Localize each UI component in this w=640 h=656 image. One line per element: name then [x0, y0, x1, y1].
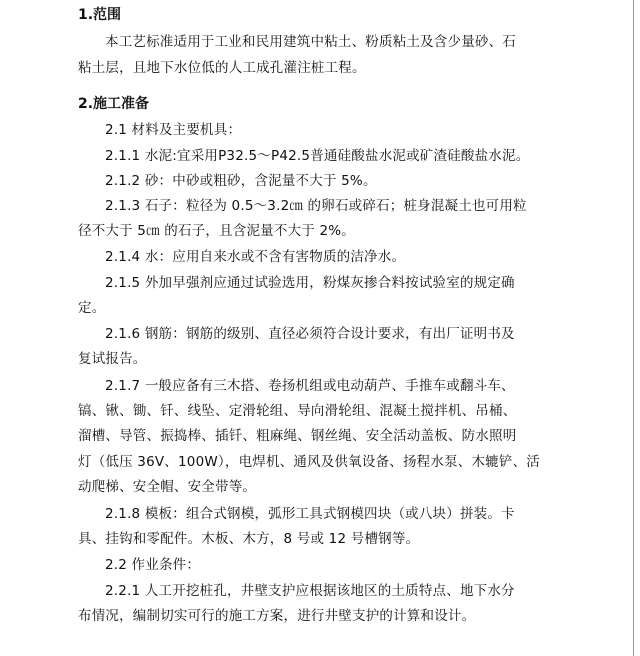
text-line: 2.1.5 外加早强剂应通过试验选用，粉煤灰掺合料按试验室的规定确: [105, 275, 515, 291]
text-line: 动爬梯、安全帽、安全带等。: [78, 479, 257, 495]
text-line: 具、挂钩和零配件。木板、木方，8 号或 12 号槽钢等。: [78, 531, 420, 547]
text-line: 2.1.8 模板：组合式钢模，弧形工具式钢模四块（或八块）拼装。卡: [105, 506, 515, 522]
text-line: 复试报告。: [78, 351, 147, 367]
page-edge-divider: [633, 0, 634, 656]
text-line: 2.1.2 砂：中砂或粗砂，含泥量不大于 5%。: [105, 173, 377, 189]
text-line: 2.1.6 钢筋：钢筋的级别、直径必须符合设计要求，有出厂证明书及: [105, 326, 515, 342]
text-line: 定。: [78, 300, 106, 316]
text-line: 镐、锹、锄、钎、线坠、定滑轮组、导向滑轮组、混凝土搅拌机、吊桶、: [78, 403, 517, 419]
text-line: 2.1.1 水泥:宜采用P32.5～P42.5普通硅酸盐水泥或矿渣硅酸盐水泥。: [105, 148, 530, 164]
text-line: 2.1.3 石子：粒径为 0.5～3.2㎝ 的卵石或碎石；桩身混凝土也可用粒: [105, 198, 527, 214]
text-line: 2.1.4 水：应用自来水或不含有害物质的洁净水。: [105, 249, 406, 265]
text-line: 溜槽、导管、振捣棒、插钎、粗麻绳、钢丝绳、安全活动盖板、防水照明: [78, 428, 517, 444]
section-2-heading: 2.施工准备: [78, 96, 150, 112]
section-1-paragraph-line: 粘土层，且地下水位低的人工成孔灌注桩工程。: [78, 60, 366, 76]
text-line: 2.1.7 一般应备有三木搭、卷扬机组或电动葫芦、手推车或翻斗车、: [105, 378, 515, 394]
text-line: 布情况，编制切实可行的施工方案，进行井壁支护的计算和设计。: [78, 608, 476, 624]
text-line: 2.2.1 人工开挖桩孔，井壁支护应根据该地区的土质特点、地下水分: [105, 583, 515, 599]
subsection-heading: 2.1 材料及主要机具：: [105, 122, 242, 138]
section-1-paragraph-line: 本工艺标准适用于工业和民用建筑中粘土、粉质粘土及含少量砂、石: [105, 34, 516, 50]
text-line: 灯（低压 36V、100W），电焊机、通风及供氧设备、扬程水泵、木辘铲、活: [78, 454, 540, 470]
text-line: 径不大于 5㎝ 的石子，且含泥量不大于 2%。: [78, 223, 355, 239]
subsection-heading: 2.2 作业条件：: [105, 557, 201, 573]
section-1-heading: 1.范围: [78, 7, 122, 23]
